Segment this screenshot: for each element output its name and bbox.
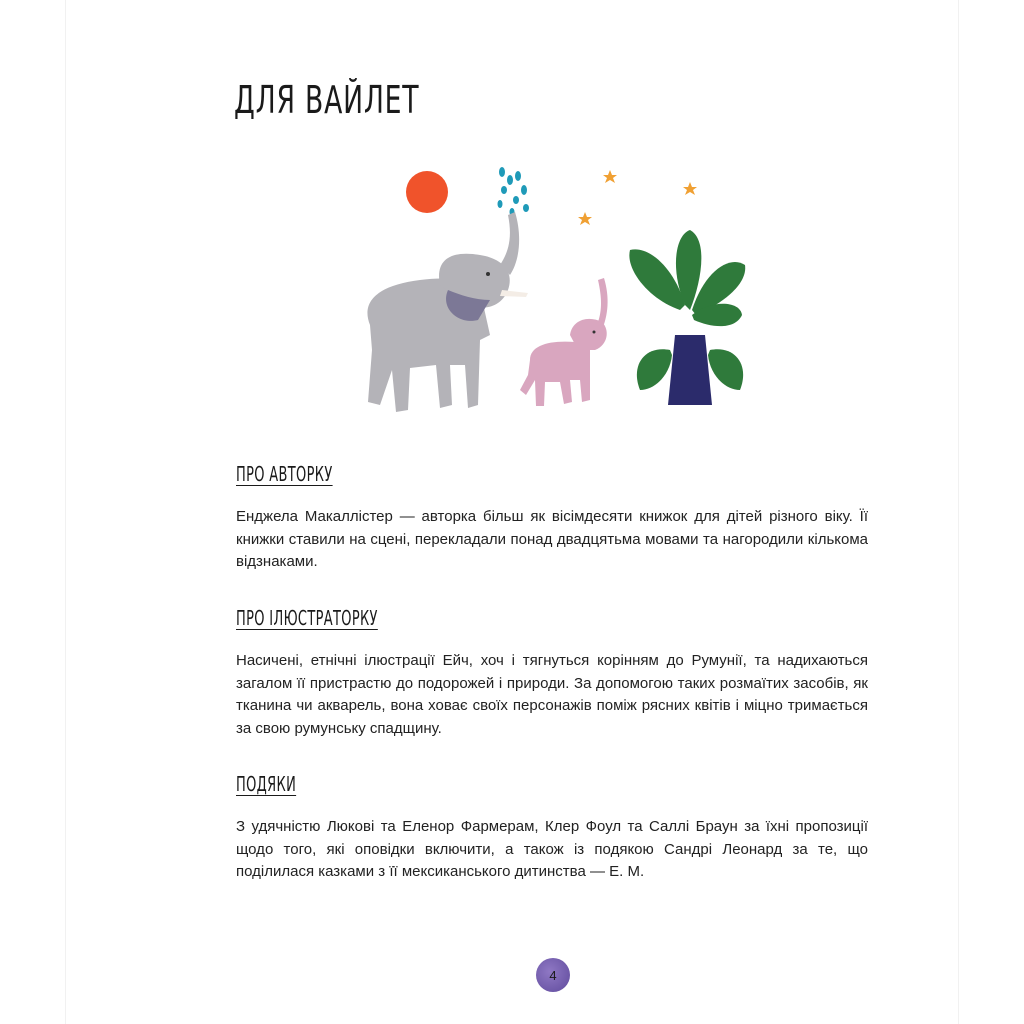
section-heading-illustrator: ПРО ІЛЮСТРАТОРКУ	[236, 606, 378, 630]
section-text-author: Енджела Макаллістер — авторка більш як вісімдесяти книжок для дітей різного віку. Її книжки ставили на сцені, перекладали понад двадцятьма мовами та нагородили кількома відзнаками.	[236, 508, 868, 570]
section-text-illustrator: Насичені, етнічні ілюстрації Ейч, хоч і тягнуться корінням до Румунії, та надихаються загалом її пристрастю до подорожей і природи. За допомогою таких розмаїтих засобів, як тканина чи акварель, вона ховає своїх персонажів поміж рясних квітів і міцно тримається за свою румунську спадщину.	[236, 652, 868, 737]
section-text-thanks: З удячністю Люкові та Еленор Фармерам, Клер Фоул та Саллі Браун за їхні пропозиції щодо того, які оповідки включити, а також із подякою Сандрі Леонард за те, що поділилася казками з її мексиканського дитинства — Е. М.	[236, 818, 868, 880]
page-number-badge: 4	[536, 958, 570, 992]
elephant-tusk	[500, 290, 528, 297]
water-spray-icon	[498, 167, 530, 216]
gray-elephant	[367, 212, 519, 412]
section-heading-author: ПРО АВТОРКУ	[236, 462, 333, 486]
page-title: ДЛЯ ВАЙЛЕТ	[234, 78, 420, 122]
pink-elephant	[520, 278, 608, 406]
sun-icon	[406, 171, 448, 213]
elephants-illustration	[340, 150, 760, 430]
vase	[668, 335, 712, 405]
section-heading-thanks: ПОДЯКИ	[236, 772, 297, 796]
star-icon	[578, 170, 697, 225]
